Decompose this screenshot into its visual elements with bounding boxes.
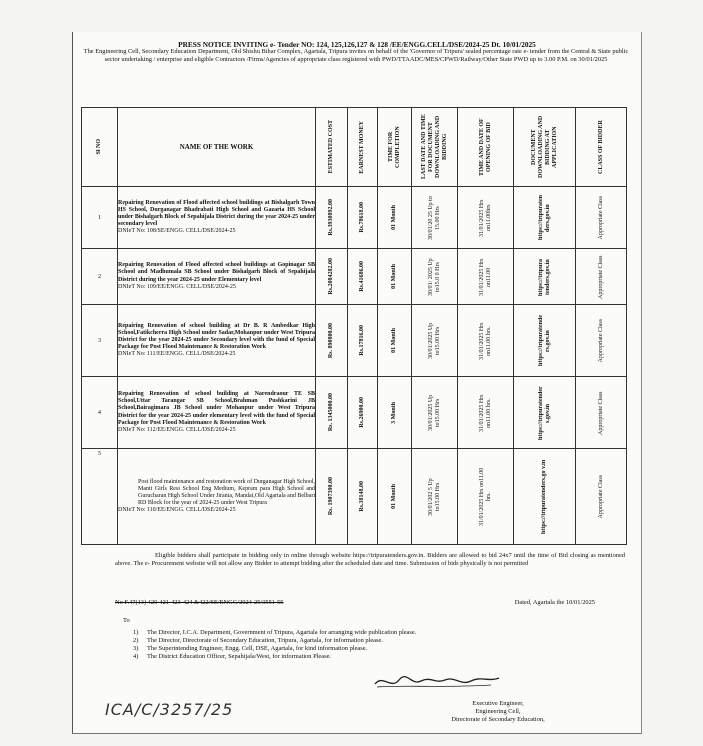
col-opening: TIME AND DATE OF OPENING OF BID bbox=[458, 108, 514, 187]
signature-scribble bbox=[371, 672, 503, 692]
notice-page bbox=[72, 32, 642, 734]
notice-intro: The Engineering Cell, Secondary Education Department, Old Shishu Bihar Complex, Agartala, Tripura invites on behalf of the 'Governor of Tripura' sealed percentage rate e- tender from the Central & State public sector undertaking / enterprise and eligible Contractors /Firms/Agencies of appropriate class registered with PWD/TTAADC/MES/CPWD/Railway/Other State PWD up to 3.00 P.M. on 30/01/2025 bbox=[83, 48, 629, 63]
handwritten-reference: ICA/C/3257/25 bbox=[105, 700, 234, 719]
money-cell: Rs.17816.00 bbox=[348, 305, 378, 377]
notice-title: PRESS NOTICE INVITING e- Tender NO: 124, 125,126,127 & 128 /EE/ENGG.CELL/DSE/2024-25 Dt. 10/01/2025 bbox=[178, 40, 536, 49]
cost-cell: Rs. 1345000.00 bbox=[316, 377, 348, 449]
memo-line bbox=[115, 599, 595, 606]
tender-table bbox=[81, 107, 627, 545]
download-cell[interactable]: https://tripuraten ders.gov.in bbox=[514, 187, 576, 249]
work-cell bbox=[118, 187, 316, 249]
time-cell: 01 Month bbox=[378, 449, 412, 545]
signer-line: Engineering Cell, bbox=[475, 707, 521, 715]
lastdate-cell: 30/01/2025 Up to15.00 Hrs bbox=[412, 305, 458, 377]
list-item: 3) The Superintending Engineer, Engg. Cell, DSE, Agartala, for kind information please. bbox=[133, 645, 368, 652]
eligibility-note: Eligible bidders shall participate in bidding only in online through website https://tripuratenders.gov.in. Bidders are allowed to bid 24x7 until the time of Bid closing as mentioned above. The e- Procurement website will not allow any Bidder to attempt bidding after the scheduled date and time. Submission of bids physically is not permitted bbox=[115, 552, 625, 567]
class-cell: Appropriate Class bbox=[576, 187, 627, 249]
download-cell[interactable]: https://tripura tenders.gov.in bbox=[514, 249, 576, 305]
table-row bbox=[82, 187, 627, 249]
time-cell: 01 Month bbox=[378, 305, 412, 377]
opening-cell: 31/01/2025 Hrs on11.00 hrs. bbox=[458, 377, 514, 449]
class-cell: Appropriate Class bbox=[576, 377, 627, 449]
download-cell[interactable]: https://tripuratende rs.gov.in bbox=[514, 305, 576, 377]
work-description: Repairing Renovation of Flood affected school buildings at Gopinagar SB School and Madhumala SB School under Bishalgarh Block of Sepahijala District during the year 2024-25 under Elementary level bbox=[118, 262, 315, 283]
table-header-row bbox=[82, 108, 627, 187]
list-item: 2) The Director, Directorate of Secondary Education, Tripura, Agartala, for information please. bbox=[133, 637, 383, 644]
class-cell: Appropriate Class bbox=[576, 305, 627, 377]
col-time: TIME FOR COMPLETION bbox=[378, 108, 412, 187]
work-cell bbox=[118, 377, 316, 449]
class-cell: Appropriate Class bbox=[576, 449, 627, 545]
work-description: Repairing Renovation of school building at Narendraour TE SB School,Uttar Tarangar SB School,Brahman Pushkarini JB School,Bairagimara JB School under Mohanpur under West Tripura District for the year 2024-25 under elementary level with the fund of Special Package for Post Flood Maintenance & Restoration Work bbox=[118, 391, 315, 426]
memo-date: Dated, Agartala the 10/01/2025 bbox=[514, 599, 595, 606]
lastdate-cell: 30/01/202 5 Up to15.00 Hrs bbox=[412, 449, 458, 545]
download-cell[interactable]: https://tripuratender s.gov.in bbox=[514, 377, 576, 449]
time-cell: 3 Month bbox=[378, 377, 412, 449]
money-cell: Rs.78618.00 bbox=[348, 187, 378, 249]
opening-cell: 31/01/2025 Hrs on11.00 bbox=[458, 249, 514, 305]
money-cell: Rs.38148.00 bbox=[348, 449, 378, 545]
sl-cell: 2 bbox=[82, 249, 118, 305]
signer-block bbox=[388, 700, 608, 723]
work-cell bbox=[118, 449, 316, 545]
lastdate-cell: 30/01/2025 Up to15.00 Hrs bbox=[412, 377, 458, 449]
sl-cell: 1 bbox=[82, 187, 118, 249]
money-cell: Rs.26900.00 bbox=[348, 377, 378, 449]
col-money: EARNEST MONEY bbox=[348, 108, 378, 187]
col-lastdate: LAST DATE AND TIME FOR DOCUMENT DOWNLOADING AND BIDDING bbox=[412, 108, 458, 187]
col-name: NAME OF THE WORK bbox=[118, 108, 316, 187]
time-cell: 01 Month bbox=[378, 187, 412, 249]
opening-cell: 31/01/2025 Hrs on11.00hrs bbox=[458, 187, 514, 249]
sl-cell: 5 bbox=[82, 449, 118, 545]
col-sl: Sl NO bbox=[82, 108, 118, 187]
col-download: DOCUMENT DOWNLOADING AND BIDDING AT APPLICATION bbox=[514, 108, 576, 187]
work-cell bbox=[118, 249, 316, 305]
col-cost: ESTIMATED COST bbox=[316, 108, 348, 187]
lastdate-cell: 30/01/20 25 Up to 15.00 Hrs bbox=[412, 187, 458, 249]
money-cell: Rs.41686.00 bbox=[348, 249, 378, 305]
dnit-number: DNIeT No: 112/EE/ENGG. CELL/DSE/2024-25 bbox=[118, 426, 236, 433]
cost-cell: Rs. 890800.00 bbox=[316, 305, 348, 377]
work-description: Repairing Renovation of school building at Dr B. R Ambedkar High School,Fatikcherra High School under Sadar,Mohanpur under West Tripura District for the year 2024-25 under Secondary level with the fund of Special Package for Post Flood Maintenance & Restoration Work bbox=[118, 322, 315, 351]
copy-list bbox=[133, 629, 573, 661]
time-cell: 01 Month bbox=[378, 249, 412, 305]
download-cell[interactable]: https://tripuratenders.go v.in bbox=[514, 449, 576, 545]
opening-cell: 31/01/2025 Hrs on11.00 hrs. bbox=[458, 305, 514, 377]
work-cell bbox=[118, 305, 316, 377]
lastdate-cell: 30/01/ 2025 Up to15.0 0 Hrs bbox=[412, 249, 458, 305]
table-row bbox=[82, 377, 627, 449]
table-row bbox=[82, 305, 627, 377]
cost-cell: Rs.2084282.00 bbox=[316, 249, 348, 305]
dnit-number: DNIeT No: 109/EE/ENGG. CELL/DSE/2024-25 bbox=[118, 283, 236, 290]
opening-cell: 31/01/2025 Hrs on11.00 hrs. bbox=[458, 449, 514, 545]
sl-cell: 3 bbox=[82, 305, 118, 377]
table-row bbox=[82, 249, 627, 305]
dnit-number: DNIeT No: 108/SE/ENGG. CELL/DSE/2024-25 bbox=[118, 228, 236, 235]
table-row bbox=[82, 449, 627, 545]
work-description: Repairing Renovation of Flood affected school buildings at Bishalgarh Town HS School, Durganagar Bhadrabati High School and Gazaria HS School under Bishalgarh Block of Sepahijala District during the year 2024-25 under secondary level bbox=[118, 199, 315, 228]
cost-cell: Rs.3930892.00 bbox=[316, 187, 348, 249]
to-label: To bbox=[123, 617, 130, 624]
memo-number: No F.47(13) 420-421-423-424 &422/SE/ENGG/2024-25/3551-55 bbox=[115, 599, 284, 606]
cost-cell: Rs. 1907390.00 bbox=[316, 449, 348, 545]
signer-line: Executive Engineer, bbox=[472, 700, 524, 707]
signer-line: Directorate of Secondary Education, bbox=[451, 715, 545, 723]
list-item: 4) The District Education Officer, Sepahijala/West, for information Please. bbox=[133, 653, 332, 660]
work-description: Post flood maintenance and restoration work of Durganagar High School, Manti Girls Resi School Eng Medium, Kepram para High School and Gurucharan High School Under Jirania, Mandai,Old Agartala and Belbari RD Block for the year of 2024-25 under West Tripura bbox=[138, 478, 315, 507]
dnit-number: DNIeT No: 111/EE/ENGG. CELL/DSE/2024-25 bbox=[118, 351, 236, 358]
class-cell: Appropriate Class bbox=[576, 249, 627, 305]
col-class: CLASS OF BIDDER bbox=[576, 108, 627, 187]
dnit-number: DNIeT No: 110/EE/ENGG. CELL/DSE/2024-25 bbox=[118, 507, 236, 514]
list-item: 1) The Director, I.C.A. Department, Government of Tripura, Agartala for arranging wide publication please. bbox=[133, 629, 417, 636]
sl-cell: 4 bbox=[82, 377, 118, 449]
